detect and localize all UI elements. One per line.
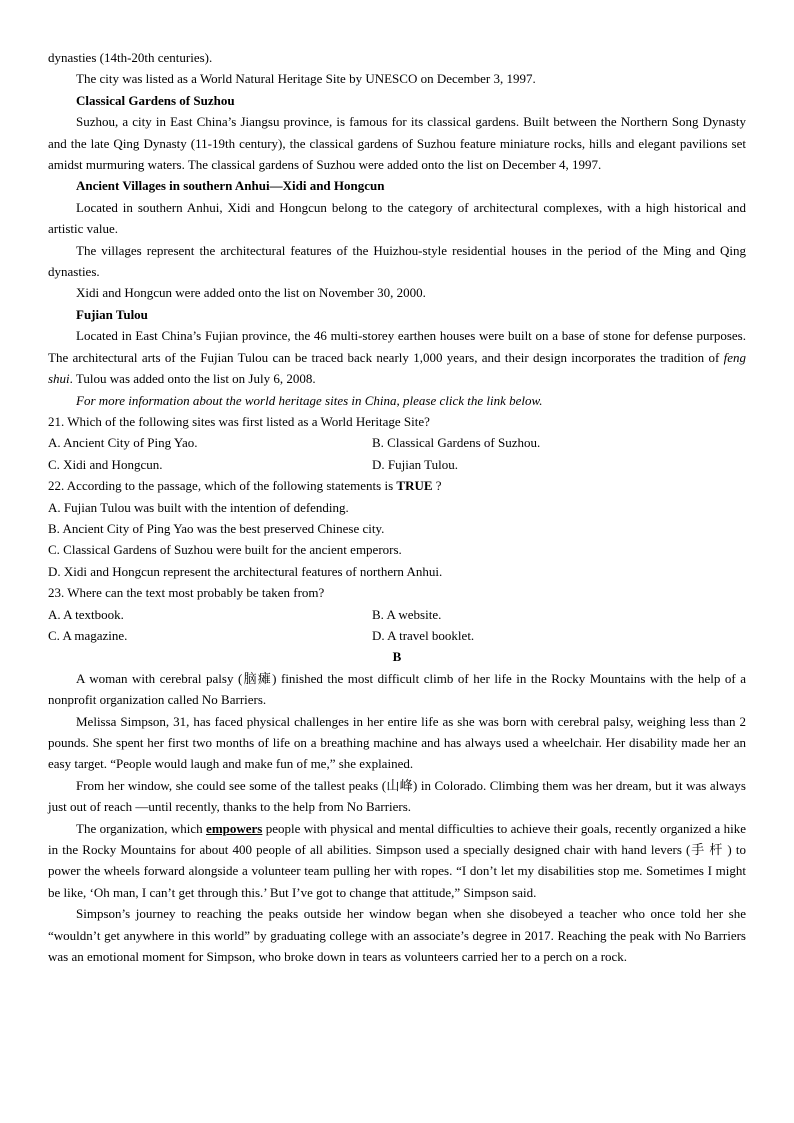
paragraph-b-4	[48, 818, 746, 904]
option-22-b: B. Ancient City of Ping Yao was the best preserved Chinese city.	[48, 520, 385, 536]
text-span: The organization, which	[76, 820, 207, 836]
paragraph-anhui-2: The villages represent the architectural features of the Huizhou-style residential houses in the period of the Ming and Qing dynasties.	[48, 242, 746, 280]
text-span: 22. According to the passage, which of the following statements is	[48, 478, 397, 494]
option-23-d: D. A travel booklet.	[372, 627, 475, 643]
section-heading-suzhou: Classical Gardens of Suzhou	[76, 92, 235, 108]
text-line: The city was listed as a World Natural Heritage Site by UNESCO on December 3, 1997.	[76, 71, 536, 87]
paragraph-suzhou: Suzhou, a city in East China’s Jiangsu province, is famous for its classical gardens. Built between the Northern Song Dynasty and the late Qing Dynasty (11-19th century), the classical gardens of Suzhou feature miniature rocks, hills and elegant pavilions set amidst murmuring waters. The classical gardens of Suzhou were added onto the list on December 4, 1997.	[48, 114, 746, 173]
question-23: 23. Where can the text most probably be taken from?	[48, 585, 325, 601]
text-span: ?	[432, 478, 442, 494]
option-22-d: D. Xidi and Hongcun represent the architectural features of northern Anhui.	[48, 563, 443, 579]
option-21-a: A. Ancient City of Ping Yao.	[48, 435, 198, 451]
paragraph-b-3: From her window, she could see some of the tallest peaks (山峰) in Colorado. Climbing them was her dream, but it was always just out of reach —until recently, thanks to the help from No Barriers.	[48, 777, 746, 815]
option-22-a: A. Fujian Tulou was built with the intention of defending.	[48, 499, 349, 515]
option-23-c: C. A magazine.	[48, 627, 128, 643]
paragraph-more-info: For more information about the world heritage sites in China, please click the link below.	[76, 392, 543, 408]
paragraph-b-1: A woman with cerebral palsy (脑瘫) finished the most difficult climb of her life in the Rocky Mountains with the help of a nonprofit organization called No Barriers.	[48, 670, 746, 708]
text-span: . Tulou was added onto the list on July 6, 2008.	[69, 371, 316, 387]
text-span-italic: feng shui	[48, 349, 746, 387]
section-heading-fujian: Fujian Tulou	[76, 306, 148, 322]
options-row	[48, 432, 746, 453]
emphasis-true: TRUE	[396, 478, 433, 494]
document-page	[48, 47, 746, 967]
options-row	[48, 625, 746, 646]
paragraph-anhui-3: Xidi and Hongcun were added onto the list on November 30, 2000.	[76, 285, 426, 301]
question-21: 21. Which of the following sites was first listed as a World Heritage Site?	[48, 413, 430, 429]
option-21-b: B. Classical Gardens of Suzhou.	[372, 435, 541, 451]
option-23-b: B. A website.	[372, 606, 442, 622]
paragraph-anhui-1: Located in southern Anhui, Xidi and Hongcun belong to the category of architectural complexes, with a high historical and artistic value.	[48, 199, 746, 237]
paragraph-b-2: Melissa Simpson, 31, has faced physical challenges in her entire life as she was born with cerebral palsy, weighing less than 2 pounds. She spent her first two months of life on a breathing machine and has always used a wheelchair. Her disability made her an easy target. “People would laugh and make fun of me,” she explained.	[48, 713, 746, 772]
option-22-c: C. Classical Gardens of Suzhou were built for the ancient emperors.	[48, 542, 402, 558]
paragraph-fujian	[48, 325, 746, 389]
section-heading-anhui: Ancient Villages in southern Anhui—Xidi and Hongcun	[76, 178, 385, 194]
option-21-d: D. Fujian Tulou.	[372, 456, 458, 472]
paragraph-b-5: Simpson’s journey to reaching the peaks outside her window began when she disobeyed a teacher who once told her she “wouldn’t get anywhere in this world” by graduating college with an associate’s degree in 2017. Reaching the peak with No Barriers was an emotional moment for Simpson, who broke down in tears as volunteers carried her to a perch on a rock.	[48, 906, 746, 965]
text-line: dynasties (14th-20th centuries).	[48, 50, 213, 65]
options-row	[48, 454, 746, 475]
option-21-c: C. Xidi and Hongcun.	[48, 456, 163, 472]
text-span: people with physical and mental difficulties to achieve their goals, recently organized a hike in the Rocky Mountains for about 400 people of all abilities. Simpson used a specially designed chair with hand levers (手 杆 ) to power the wheels forward alongside a volunteer team pulling her with ropes. “I don’t let my disabilities stop me. Sometimes I might be like, ‘Oh man, I can’t get through this.’ But I’ve got to change that attitude,” Simpson said.	[48, 820, 746, 900]
text-span: Located in East China’s Fujian province, the 46 multi-storey earthen houses were built on a base of stone for defense purposes. The architectural arts of the Fujian Tulou can be traced back nearly 1,000 years, and their design incorporates the tradition of	[48, 328, 746, 365]
options-row	[48, 604, 746, 625]
underlined-word: empowers	[206, 820, 263, 836]
section-label-b: B	[392, 649, 402, 665]
question-22	[48, 475, 746, 496]
option-23-a: A. A textbook.	[48, 606, 124, 622]
